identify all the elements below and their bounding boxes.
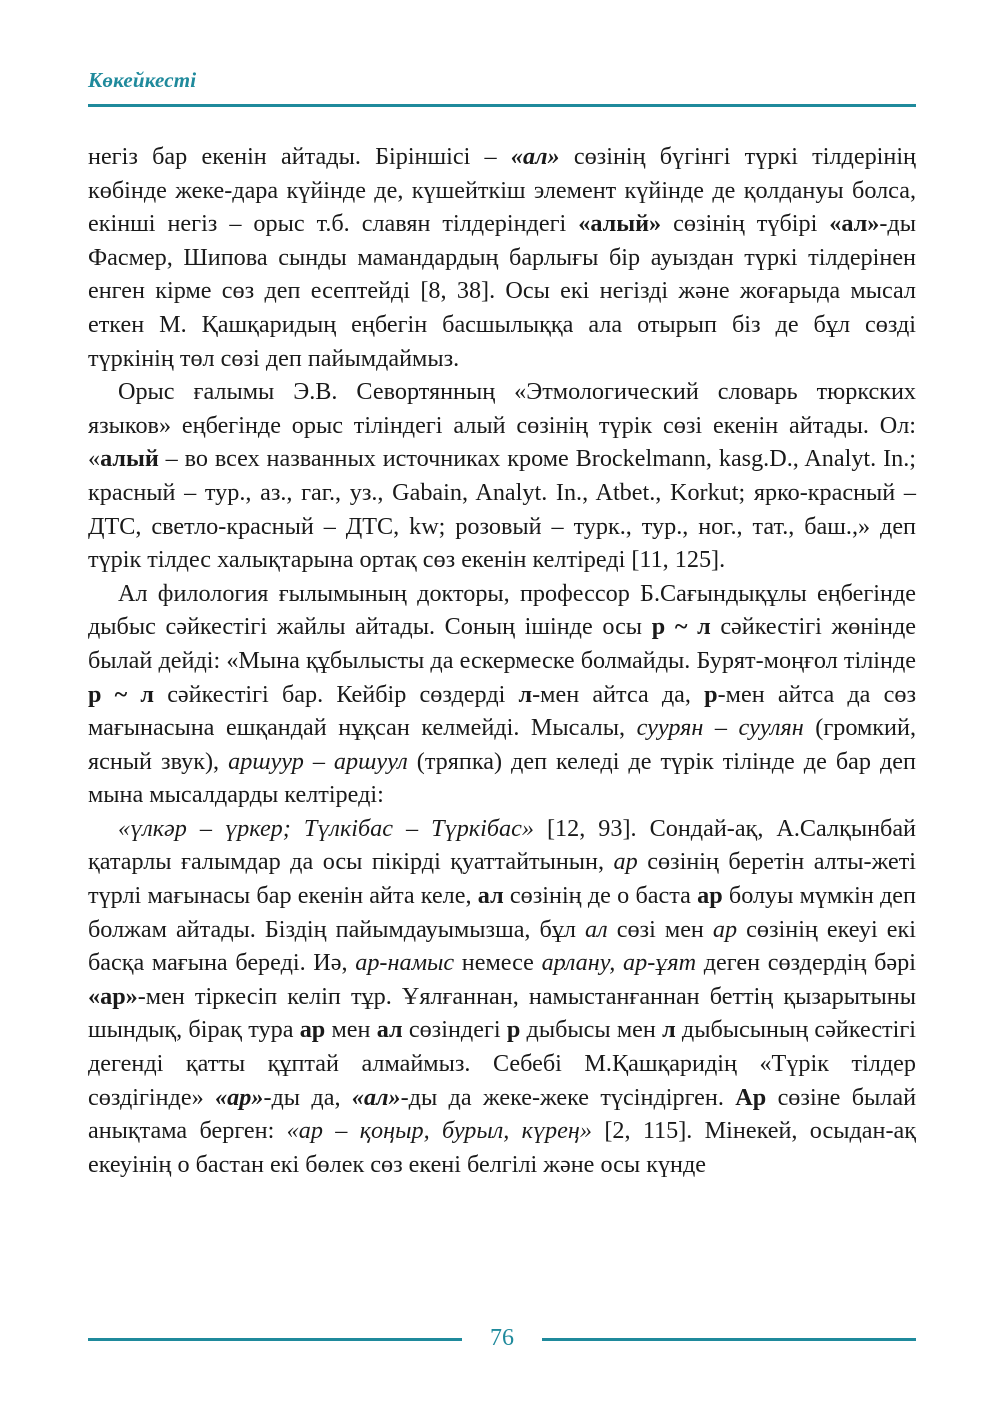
text-run: сөзінің екеуі екі басқа мағына береді. Иә,: [88, 915, 916, 977]
page-number: 76: [490, 1325, 514, 1351]
bold-italic-term: «ал»: [351, 1083, 401, 1111]
article-body: [88, 140, 916, 1181]
bold-term: р ~ л: [88, 680, 154, 708]
text-run: -ды Фасмер, Шипова сынды мамандардың барлығы бір ауыздан түркі тілдерінен енген кірме сөз деп есептейді [8, 38]. Осы екі негізді және жоғарыда мысал еткен М. Қашқаридың еңбегін басшылыққа ала отырып біз де бұл сөзді түркінің төл сөзі деп пайымдаймыз.: [88, 210, 916, 372]
text-run: Ал филология ғылымының докторы, профессор Б.Сағындықұлы еңбегінде дыбыс сәйкестігі жайлы айтады. Соның ішінде осы: [88, 579, 916, 641]
text-run: немесе: [454, 949, 542, 977]
text-run: сәйкестігі жөнінде былай дейді: «Мына құбылысты да ескермеске болмайды. Бурят-моңғол тілінде: [88, 613, 916, 674]
text-run: сөзіне былай анықтама берген:: [88, 1083, 917, 1145]
text-run: Орыс ғалымы Э.В. Севортянның «Этмологический словарь тюркских языков» еңбегінде орыс тіліндегі алый сөзінің түрік сөзі екенін айтады. Ол: «: [88, 378, 916, 473]
bold-term: ал: [477, 882, 504, 910]
text-run: сөзіндегі: [402, 1016, 507, 1044]
text-run: – во всех названных источниках кроме Brockelmann, kasg.D., Analyt. In.; красный – тур., аз., гаг., уз., Gabain, Analyt. In., Atbet., Korkut; ярко-красный – ДТС, светло-красный – ДТС, kw; розовый – турк., тур., ног., тат., баш.,» деп түрік тілдес халықтарына ортақ сөз екенін келтіреді [11, 125].: [88, 445, 916, 574]
text-run: (тряпка) деп келеді де түрік тілінде де бар деп мына мысалдарды келтіреді:: [88, 747, 916, 809]
text-run: -мен айтса да сөз мағынасына ешқандай нұқсан келмейді. Мысалы,: [88, 680, 916, 742]
text-run: [2, 115]. Мінекей, осыдан-ақ екеуінің о бастан екі бөлек сөз екені белгілі және осы күнде: [88, 1117, 917, 1178]
header-rule: [88, 104, 916, 107]
text-run: мен: [325, 1016, 377, 1044]
italic-term: ар: [712, 915, 738, 943]
bold-term: ал: [376, 1016, 403, 1044]
text-run: деген сөздердің бәрі: [696, 949, 916, 977]
text-run: сөзінің түбірі: [661, 210, 830, 238]
text-run: дыбысының сәйкестігі дегенді қатты құптай алмаймыз. Себебі М.Қашқаридің «Түрік тілдер сөздігінде»: [88, 1016, 916, 1111]
bold-term: алый: [100, 445, 159, 473]
italic-term: суурян – суулян: [636, 714, 804, 742]
text-run: сөзінің беретін алты-жеті түрлі мағынасы бар екенін айта келе,: [88, 848, 917, 910]
text-run: -мен тіркесіп келіп тұр. Ұялғаннан, намыстанғаннан беттің қызарытыны шындық, бірақ тура: [88, 982, 916, 1044]
bold-term: «ар»: [88, 982, 138, 1010]
bold-term: Ар: [735, 1083, 767, 1111]
paragraph: [88, 375, 916, 577]
bold-term: л: [662, 1016, 676, 1044]
bold-term: «алый»: [578, 210, 662, 238]
bold-italic-term: «ал»: [510, 143, 560, 170]
footer-rule-left: [88, 1338, 462, 1341]
bold-term: «ал»: [829, 210, 880, 238]
bold-term: р: [506, 1016, 521, 1044]
bold-term: р: [704, 680, 718, 708]
running-header-title: Көкейкесті: [88, 68, 197, 92]
text-run: (громкий, ясный звук),: [88, 714, 916, 775]
italic-term: ал: [585, 915, 608, 943]
text-run: [12, 93]. Сондай-ақ, А.Салқынбай қатарлы ғалымдар да осы пікірді қуаттайтынын,: [88, 814, 916, 876]
italic-term: аршуур – аршуул: [228, 747, 408, 775]
text-run: -мен айтса да,: [532, 680, 705, 708]
footer-rule-right: [542, 1338, 916, 1341]
italic-term: «үлкәр – үркер; Түлкібас – Түркібас»: [118, 814, 534, 842]
bold-term: л: [518, 680, 533, 708]
text-run: -ды да жеке-жеке түсіндірген.: [400, 1083, 736, 1111]
paragraph: [88, 140, 916, 375]
italic-term: ар-намыс: [355, 949, 455, 977]
text-run: болуы мүмкін деп болжам айтады. Біздің пайымдауымызша, бұл: [88, 882, 916, 943]
bold-italic-term: «ар»: [215, 1083, 264, 1111]
paragraph: [88, 812, 916, 1182]
bold-term: ар: [299, 1016, 326, 1044]
paragraph: [88, 577, 916, 812]
italic-term: ар: [613, 848, 638, 876]
text-run: -ды да,: [263, 1083, 352, 1111]
bold-term: р ~ л: [651, 613, 711, 641]
text-run: сөзінің де о баста: [503, 882, 698, 910]
text-run: сәйкестігі бар. Кейбір сөздерді: [154, 680, 519, 708]
italic-term: «ар – қоңыр, бурыл, күрең»: [286, 1117, 592, 1145]
text-run: негіз бар екенін айтады. Біріншісі –: [88, 143, 511, 170]
text-run: дыбысы мен: [520, 1016, 663, 1044]
bold-term: ар: [697, 882, 723, 910]
text-run: сөзінің бүгінгі түркі тілдерінің көбінде жеке-дара күйінде де, күшейткіш элемент күйінде де қолдануы болса, екінші негіз – орыс т.б. славян тілдеріндегі: [88, 143, 916, 238]
text-run: сөзі мен: [607, 915, 713, 943]
italic-term: арлану, ар-ұят: [541, 949, 697, 977]
